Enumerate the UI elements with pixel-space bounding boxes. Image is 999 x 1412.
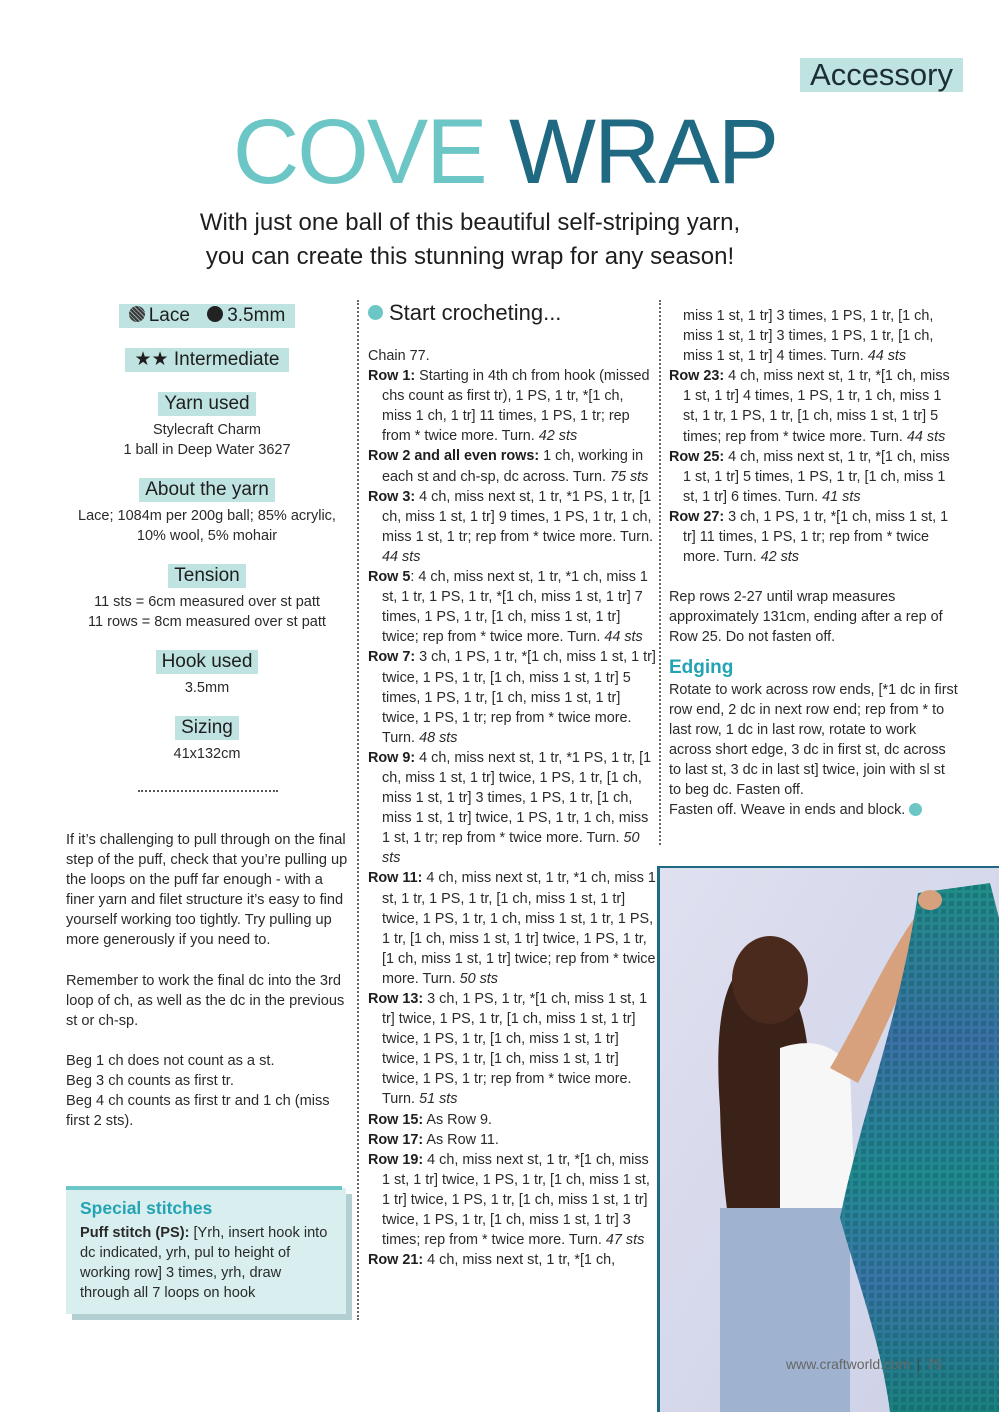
stitch-count: 44 sts: [906, 428, 946, 445]
row-label: Row 5: [368, 569, 411, 586]
row-label: Row 1:: [368, 368, 416, 385]
edging-heading: Edging: [669, 656, 734, 678]
tips-text: [66, 830, 348, 1151]
model-photo: [660, 868, 999, 1412]
row-label: Row 21:: [368, 1252, 424, 1269]
yarn-ball-icon: [368, 305, 383, 320]
row-text: 4 ch, miss next st, 1 tr, *[1 ch, miss 1 st, 1 tr] twice, 1 PS, 1 tr, [1 ch, miss 1 st, 1 tr] twice, 1 PS, 1 tr, [1 ch, miss 1 st, 1 tr] twice, 1 PS, 1 tr, [1 ch, miss 1 st, 1 tr] 3 times; rep from * twice more. Turn.: [382, 1151, 650, 1249]
row-label: Row 9:: [368, 749, 416, 766]
about-yarn-text: [60, 506, 354, 546]
yarn-ball-icon: [129, 306, 145, 322]
puff-stitch-label: Puff stitch (PS):: [80, 1225, 190, 1241]
row-5: [368, 567, 656, 647]
row-text: 4 ch, miss next st, 1 tr, *[1 ch, miss 1 st, 1 tr] 4 times, 1 PS, 1 tr, 1 ch, miss 1 st, 1 tr, 1 PS, 1 tr, [1 ch, miss 1 st, 1 tr] 5 times; rep from * twice more. Turn.: [683, 368, 950, 445]
tip-beg-1: Beg 1 ch does not count as a st.: [66, 1052, 275, 1069]
row-17: [368, 1130, 656, 1150]
row-label: Row 19:: [368, 1151, 424, 1168]
row-2: [368, 446, 656, 486]
row-27: [669, 507, 959, 567]
row-text: 4 ch, miss next st, 1 tr, *1 ch, miss 1 st, 1 tr, 1 PS, 1 tr, [1 ch, miss 1 st, 1 tr] twice, 1 PS, 1 tr, 1 ch, miss 1 st, 1 tr, 1 PS, 1 tr, [1 ch, miss 1 st, 1 tr] twice, 1 PS, 1 tr, [1 ch, miss 1 st, 1 tr] twice; rep from * twice more. Turn.: [382, 870, 656, 987]
row-text: 3 ch, 1 PS, 1 tr, *[1 ch, miss 1 st, 1 tr] twice, 1 PS, 1 tr, [1 ch, miss 1 st, 1 tr] 5 times, 1 PS, 1 tr, [1 ch, miss 1 st, 1 tr] twice, 1 PS, 1 tr; rep from * twice more. Turn.: [382, 649, 656, 746]
intro-line-1: With just one ball of this beautiful self-striping yarn,: [199, 209, 741, 236]
row-text: miss 1 st, 1 tr] 3 times, 1 PS, 1 tr, [1 ch, miss 1 st, 1 tr] 3 times, 1 PS, 1 tr, [1 ch, miss 1 st, 1 tr] 4 times. Turn.: [683, 308, 934, 365]
tip-dc: Remember to work the final dc into the 3rd loop of ch, as well as the dc in the previous st or ch-sp.: [66, 972, 345, 1029]
sizing-value: 41x132cm: [173, 746, 241, 762]
repeat-instruction: Rep rows 2-27 until wrap measures approximately 131cm, ending after a rep of Row 25. Do not fasten off.: [669, 589, 943, 646]
about-line-2: 10% wool, 5% mohair: [136, 528, 278, 544]
stitch-count: 44 sts: [867, 348, 907, 365]
row-13: [368, 989, 656, 1110]
special-stitches-title: Special stitches: [80, 1198, 213, 1218]
stitch-count: 51 sts: [419, 1091, 458, 1108]
yarn-used-line-1: Stylecraft Charm: [153, 422, 261, 438]
row-21: [368, 1250, 656, 1270]
title-wrap: WRAP: [509, 101, 778, 203]
tension-text: [60, 592, 354, 632]
column-divider: [357, 300, 359, 1320]
intro-line-2: you can create this stunning wrap for any season!: [205, 243, 735, 270]
pattern-heading-text: Start crocheting...: [389, 300, 562, 325]
stitch-count: 42 sts: [760, 549, 799, 566]
row-label: Row 3:: [368, 488, 416, 505]
intro-text: [60, 206, 880, 274]
stitch-count: 44 sts: [604, 629, 643, 646]
stitch-count: 41 sts: [822, 488, 861, 505]
level-value: Intermediate: [173, 349, 280, 370]
star-icon: ★★: [134, 349, 169, 370]
row-label: Row 15:: [368, 1111, 424, 1128]
yarn-ball-icon: [909, 803, 922, 816]
tip-beg: [66, 1051, 348, 1131]
stitch-count: 44 sts: [382, 548, 421, 565]
stitch-count: 48 sts: [419, 729, 458, 746]
special-box-stripe: [66, 1186, 342, 1190]
about-yarn-label: About the yarn: [139, 478, 275, 502]
pattern-column-2: [669, 306, 959, 820]
wrap-photo-illustration: [660, 868, 999, 1412]
yarn-used-label: Yarn used: [158, 392, 255, 416]
row-text: 4 ch, miss next st, 1 tr, *[1 ch,: [423, 1252, 616, 1269]
special-stitches-box: [66, 1188, 346, 1314]
weight-hook-badge: [119, 304, 296, 328]
row-text: 3 ch, 1 PS, 1 tr, *[1 ch, miss 1 st, 1 tr] 11 times, 1 PS, 1 tr; rep from * twice more. Turn.: [683, 508, 949, 566]
row-21-continued: [669, 306, 959, 366]
row-1: [368, 366, 656, 446]
row-25: [669, 447, 959, 507]
yarn-used-text: [60, 420, 354, 460]
tip-beg-3: Beg 3 ch counts as first tr.: [66, 1072, 234, 1089]
edging-instruction: Rotate to work across row ends, [*1 dc in first row end, 2 dc in next row end; rep from * to last row, 1 dc in last row, rotate to work across short edge, 3 dc in first st, dc across to last st, 3 dc in last st] twice, join with sl st to beg dc. Fasten off.: [669, 681, 958, 799]
row-text: 4 ch, miss next st, 1 tr, *1 PS, 1 tr, [1 ch, miss 1 st, 1 tr] twice, 1 PS, 1 tr, [1 ch, miss 1 st, 1 tr] 3 times, 1 PS, 1 tr, [1 ch, miss 1 st, 1 tr] twice, 1 PS, 1 tr, 1 ch, miss 1 st, 1 tr; rep from * twice more. Turn.: [382, 749, 652, 847]
stitch-count: 42 sts: [538, 428, 578, 445]
row-15: [368, 1110, 656, 1130]
page-number: 75: [926, 1356, 942, 1372]
yarn-used-line-2: 1 ball in Deep Water 3627: [123, 442, 291, 458]
tension-line-1: 11 sts = 6cm measured over st patt: [94, 594, 320, 610]
hook-size-value: 3.5mm: [227, 305, 286, 326]
row-text: As Row 11.: [423, 1131, 499, 1148]
row-label: Row 17:: [368, 1131, 424, 1148]
row-7: [368, 647, 656, 747]
footer: [786, 1356, 942, 1372]
weight-value: Lace: [148, 305, 190, 326]
row-label: Row 2 and all even rows:: [368, 448, 540, 465]
level-badge: [125, 348, 290, 372]
column-divider: [659, 300, 661, 845]
row-3: [368, 487, 656, 567]
finishing-instruction: [669, 800, 959, 820]
row-label: Row 7:: [368, 649, 416, 666]
row-label: Row 13:: [368, 991, 424, 1007]
tension-line-2: 11 rows = 8cm measured over st patt: [88, 614, 326, 630]
footer-separator: |: [916, 1356, 921, 1372]
pattern-info: [60, 300, 354, 764]
row-text: : 4 ch, miss next st, 1 tr, *1 ch, miss 1 st, 1 tr, 1 PS, 1 tr, *[1 ch, miss 1 st, 1 tr] 7 times, 1 PS, 1 tr, [1 ch, miss 1 st, 1 tr] twice; rep from * twice more. Turn.: [382, 569, 648, 646]
row-label: Row 25:: [669, 448, 725, 465]
hook-used-value: 3.5mm: [184, 680, 230, 696]
tip-beg-4: Beg 4 ch counts as first tr and 1 ch (miss first 2 sts).: [66, 1093, 330, 1130]
row-text: Starting in 4th ch from hook (missed chs count as first tr), 1 PS, 1 tr, *[1 ch, miss 1 ch, 1 tr] 11 times, 1 PS, 1 tr; rep from * twice more. Turn.: [382, 368, 650, 445]
stitch-count: 47 sts: [605, 1232, 645, 1249]
tip-puff: If it’s challenging to pull through on the final step of the puff, check that you’re pulling up the loops on the puff far enough - with a finer yarn and filet structure it’s easy to find yourself working too tightly. Try pulling up more generously if you need to.: [66, 832, 348, 949]
pattern-column-1: [368, 346, 656, 1270]
hook-used-label: Hook used: [156, 650, 259, 674]
chain-instruction: Chain 77.: [368, 348, 430, 364]
title-cove: COVE: [232, 101, 486, 203]
tension-label: Tension: [168, 564, 246, 588]
stitch-count: 50 sts: [459, 970, 498, 987]
stitch-count: 50 sts: [382, 830, 640, 867]
sizing-label: Sizing: [175, 716, 239, 740]
row-text: As Row 9.: [423, 1111, 492, 1128]
row-text: 4 ch, miss next st, 1 tr, *1 PS, 1 tr, [1 ch, miss 1 st, 1 tr] 9 times, 1 PS, 1 tr, 1 ch, miss 1 st, 1 tr; rep from * twice more. Turn.: [382, 488, 654, 545]
row-label: Row 23:: [669, 368, 725, 385]
puff-stitch-text: [Yrh, insert hook into dc indicated, yrh, pul to height of working row] 3 times, yrh, draw through all 7 loops on hook: [80, 1225, 328, 1302]
row-label: Row 27:: [669, 508, 725, 525]
row-text: 3 ch, 1 PS, 1 tr, *[1 ch, miss 1 st, 1 tr] twice, 1 PS, 1 tr, [1 ch, miss 1 st, 1 tr] twice, 1 PS, 1 tr, [1 ch, miss 1 st, 1 tr] twice, 1 PS, 1 tr, [1 ch, miss 1 st, 1 tr] twice, 1 PS, 1 tr; rep from * twice more. Turn.: [382, 991, 648, 1108]
about-line-1: Lace; 1084m per 200g ball; 85% acrylic,: [78, 508, 336, 524]
special-stitches-body: [80, 1223, 332, 1303]
finishing-text: Fasten off. Weave in ends and block.: [669, 802, 906, 819]
stitch-count: 75 sts: [609, 468, 649, 485]
row-11: [368, 868, 656, 989]
row-9: [368, 748, 656, 869]
row-23: [669, 366, 959, 446]
pattern-heading: [368, 300, 561, 326]
row-text: 1 ch, working in each st and ch-sp, dc across. Turn.: [382, 448, 644, 485]
category-label: Accessory: [800, 58, 963, 92]
divider: [138, 790, 278, 792]
footer-site: www.craftworld.com: [786, 1356, 911, 1372]
row-19: [368, 1150, 656, 1250]
page-title: [0, 101, 999, 203]
row-label: Row 11:: [368, 870, 423, 887]
hook-gauge-icon: [207, 306, 223, 322]
row-text: 4 ch, miss next st, 1 tr, *[1 ch, miss 1 st, 1 tr] 5 times, 1 PS, 1 tr, [1 ch, miss 1 st, 1 tr] 6 times. Turn.: [683, 448, 950, 505]
